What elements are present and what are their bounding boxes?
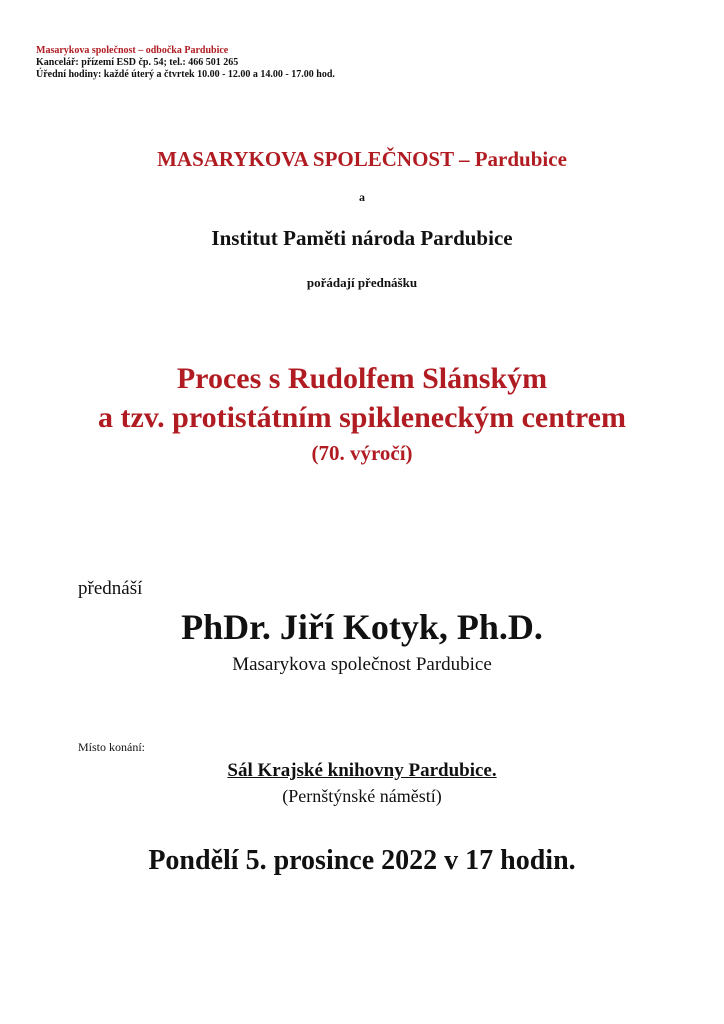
- venue-name: Sál Krajské knihovny Pardubice.: [227, 760, 497, 781]
- lecture-anniversary: (70. výročí): [311, 441, 413, 465]
- lecture-title-line1: Proces s Rudolfem Slánským: [176, 362, 548, 395]
- organizer-primary: MASARYKOVA SPOLEČNOST – Pardubice: [157, 147, 567, 171]
- organizer-secondary: Institut Paměti národa Pardubice: [211, 226, 513, 250]
- letterhead-hours: Úřední hodiny: každé úterý a čtvrtek 10.00 - 12.00 a 14.00 - 17.00 hod.: [36, 69, 335, 80]
- speaker-name: PhDr. Jiří Kotyk, Ph.D.: [181, 607, 543, 647]
- organizer-conjunction: a: [359, 190, 365, 204]
- speaker-label: přednáší: [78, 578, 143, 599]
- venue-label: Místo konání:: [78, 740, 146, 754]
- event-datetime: Pondělí 5. prosince 2022 v 17 hodin.: [148, 845, 576, 876]
- lecture-title-line2: a tzv. protistátním spikleneckým centrem: [97, 401, 626, 434]
- organizer-action: pořádají přednášku: [306, 275, 418, 290]
- speaker-affiliation: Masarykova společnost Pardubice: [232, 654, 492, 675]
- letterhead-office: Kancelář: přízemí ESD čp. 54; tel.: 466 501 265: [36, 57, 239, 68]
- letterhead-org: Masarykova společnost – odbočka Pardubice: [36, 45, 229, 56]
- venue-address: (Pernštýnské náměstí): [282, 786, 442, 806]
